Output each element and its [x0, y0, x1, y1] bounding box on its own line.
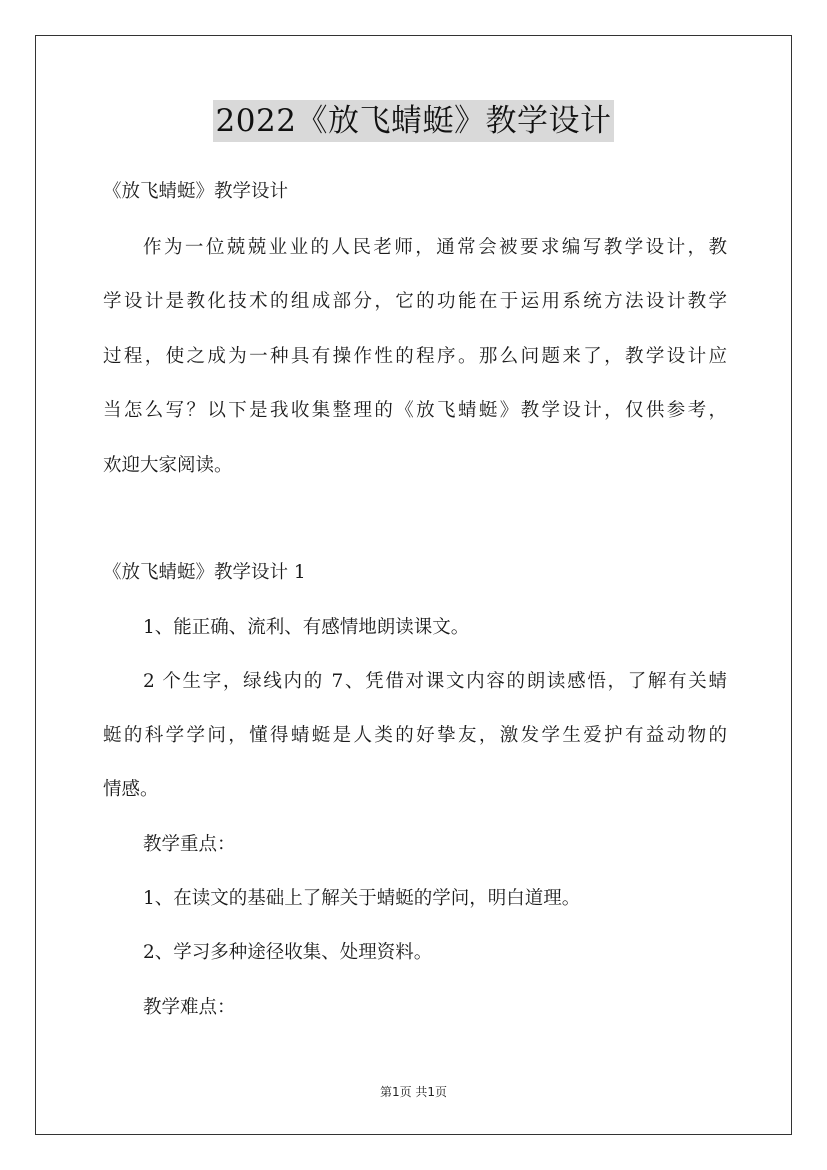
document-title: 2022《放飞蜻蜓》教学设计 [213, 100, 615, 142]
goal-1: 1、能正确、流利、有感情地朗读课文。 [143, 617, 470, 638]
goal-2-line-1: 2 个生字，绿线内的 7、凭借对课文内容的朗读感悟，了解有关蜻 [143, 671, 727, 692]
intro-line-3: 过程，使之成为一种具有操作性的程序。那么问题来了，教学设计应 [103, 346, 727, 367]
title-container [0, 100, 827, 142]
intro-line-5: 欢迎大家阅读。 [103, 455, 233, 476]
key-point-1: 1、在读文的基础上了解关于蜻蜓的学问，明白道理。 [143, 888, 581, 909]
page-footer [0, 1083, 827, 1100]
intro-line-2: 学设计是教化技术的组成部分，它的功能在于运用系统方法设计教学 [103, 291, 727, 312]
key-points-label: 教学重点： [143, 834, 236, 855]
difficulty-label: 教学难点： [143, 997, 236, 1018]
goal-2-line-3: 情感。 [103, 779, 159, 800]
intro-line-1: 作为一位兢兢业业的人民老师，通常会被要求编写教学设计，教 [143, 237, 727, 258]
subtitle: 《放飞蜻蜓》教学设计 [103, 181, 289, 202]
section-heading: 《放飞蜻蜓》教学设计 1 [103, 562, 306, 583]
intro-line-4: 当怎么写？以下是我收集整理的《放飞蜻蜓》教学设计，仅供参考， [103, 400, 727, 421]
page-number: 第1页 共1页 [379, 1085, 448, 1099]
key-point-2: 2、学习多种途径收集、处理资料。 [143, 942, 433, 963]
goal-2-line-2: 蜓的科学学问，懂得蜻蜓是人类的好挚友，激发学生爱护有益动物的 [103, 725, 727, 746]
